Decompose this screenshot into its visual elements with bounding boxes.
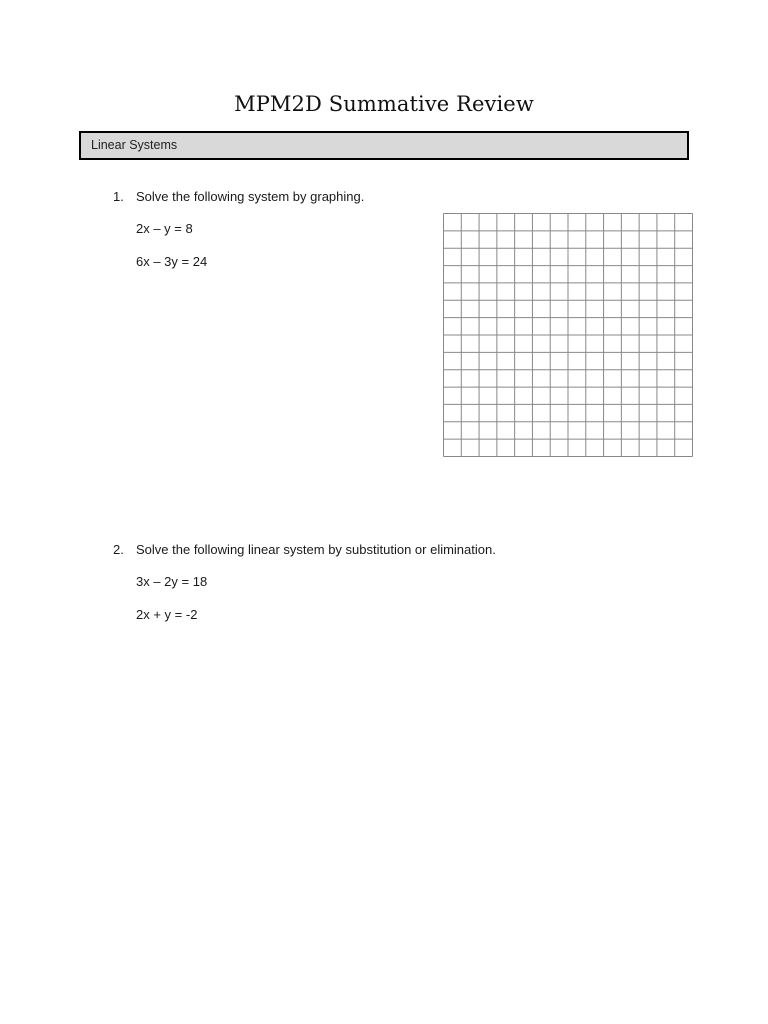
equation: 6x – 3y = 24 xyxy=(136,254,208,269)
question-prompt: Solve the following system by graphing. xyxy=(136,189,365,204)
question-prompt: Solve the following linear system by substitution or elimination. xyxy=(136,542,496,557)
section-header xyxy=(79,131,689,160)
graph-grid xyxy=(443,213,693,457)
page-title: MPM2D Summative Review xyxy=(234,92,534,116)
section-label: Linear Systems xyxy=(91,138,178,152)
question-number: 1. xyxy=(113,189,124,204)
question-number: 2. xyxy=(113,542,124,557)
graph-paper xyxy=(443,213,693,457)
equation: 2x – y = 8 xyxy=(136,221,193,236)
equation: 3x – 2y = 18 xyxy=(136,574,208,589)
equation: 2x + y = -2 xyxy=(136,607,198,622)
